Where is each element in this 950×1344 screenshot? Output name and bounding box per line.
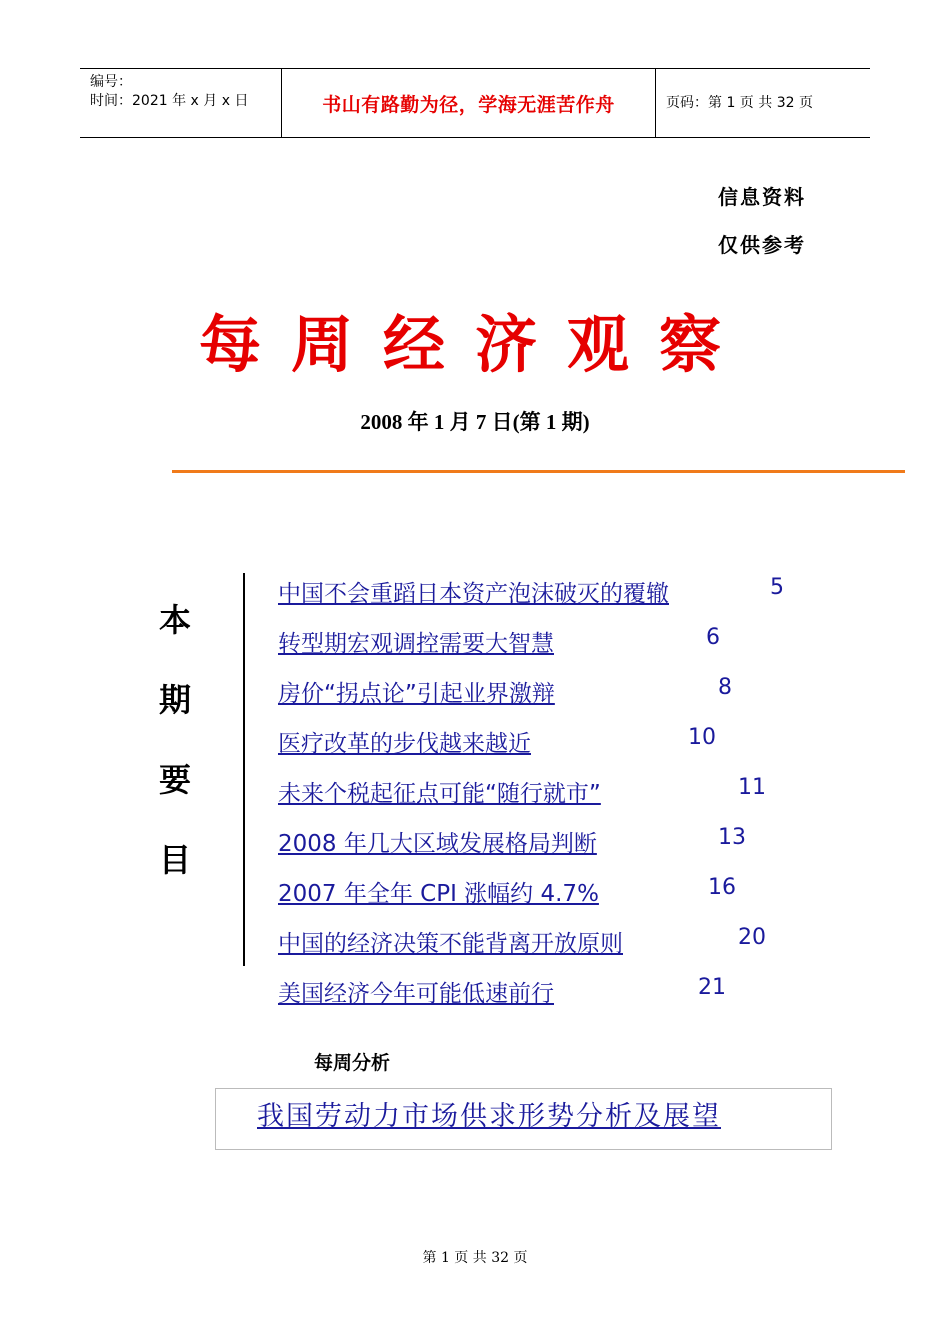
toc-entry-page: 13 <box>718 825 746 850</box>
toc-label-char: 目 <box>158 841 191 879</box>
page-footer: 第 1 页 共 32 页 <box>422 1250 528 1266</box>
toc-entry-title[interactable]: 2008 年几大区域发展格局判断 <box>278 831 597 857</box>
toc-entry-page: 21 <box>698 975 726 1000</box>
header-left-cell <box>80 69 282 137</box>
toc-entry-title[interactable]: 中国的经济决策不能背离开放原则 <box>278 931 623 957</box>
orange-divider <box>172 470 905 473</box>
date-line: 时间：2021 年 x 月 x 日 <box>90 93 249 109</box>
toc-entry-page: 11 <box>738 775 766 800</box>
toc-entry-title[interactable]: 2007 年全年 CPI 涨幅约 4.7% <box>278 881 599 907</box>
toc-entry-title[interactable]: 中国不会重蹈日本资产泡沫破灭的覆辙 <box>278 581 669 607</box>
feature-title-link[interactable]: 我国劳动力市场供求形势分析及展望 <box>257 1101 721 1132</box>
section-label: 每周分析 <box>314 1052 391 1074</box>
toc-entry-page: 16 <box>708 875 736 900</box>
toc-entry-page: 5 <box>770 575 784 600</box>
motto: 书山有路勤为径，学海无涯苦作舟 <box>322 93 615 116</box>
toc-entry-title[interactable]: 未来个税起征点可能“随行就市” <box>278 781 601 807</box>
toc-entry-title[interactable]: 美国经济今年可能低速前行 <box>278 981 554 1007</box>
header-table <box>80 68 870 138</box>
toc-label-char: 要 <box>158 761 191 799</box>
toc-entry-page: 8 <box>718 675 732 700</box>
page-title: 每周经济观察 <box>198 308 751 381</box>
toc-entry-title[interactable]: 房价“拐点论”引起业界激辩 <box>278 681 555 707</box>
toc-label-char: 期 <box>158 681 191 719</box>
toc-label-char: 本 <box>158 601 191 639</box>
header-middle-cell <box>282 69 656 137</box>
note-info: 信息资料 <box>718 185 806 209</box>
page-info: 页码：第 1 页 共 32 页 <box>666 94 813 111</box>
toc-entry-page: 6 <box>706 625 720 650</box>
toc-entry-page: 20 <box>738 925 766 950</box>
toc-entry-title[interactable]: 医疗改革的步伐越来越近 <box>278 731 531 757</box>
toc-vertical-rule <box>243 573 245 966</box>
serial-label: 编号： <box>90 74 132 90</box>
header-right-cell <box>656 69 870 137</box>
toc-entry-page: 10 <box>688 725 716 750</box>
toc-entry-title[interactable]: 转型期宏观调控需要大智慧 <box>278 631 554 657</box>
note-reference: 仅供参考 <box>718 233 806 257</box>
issue-date: 2008 年 1 月 7 日(第 1 期) <box>360 410 590 434</box>
